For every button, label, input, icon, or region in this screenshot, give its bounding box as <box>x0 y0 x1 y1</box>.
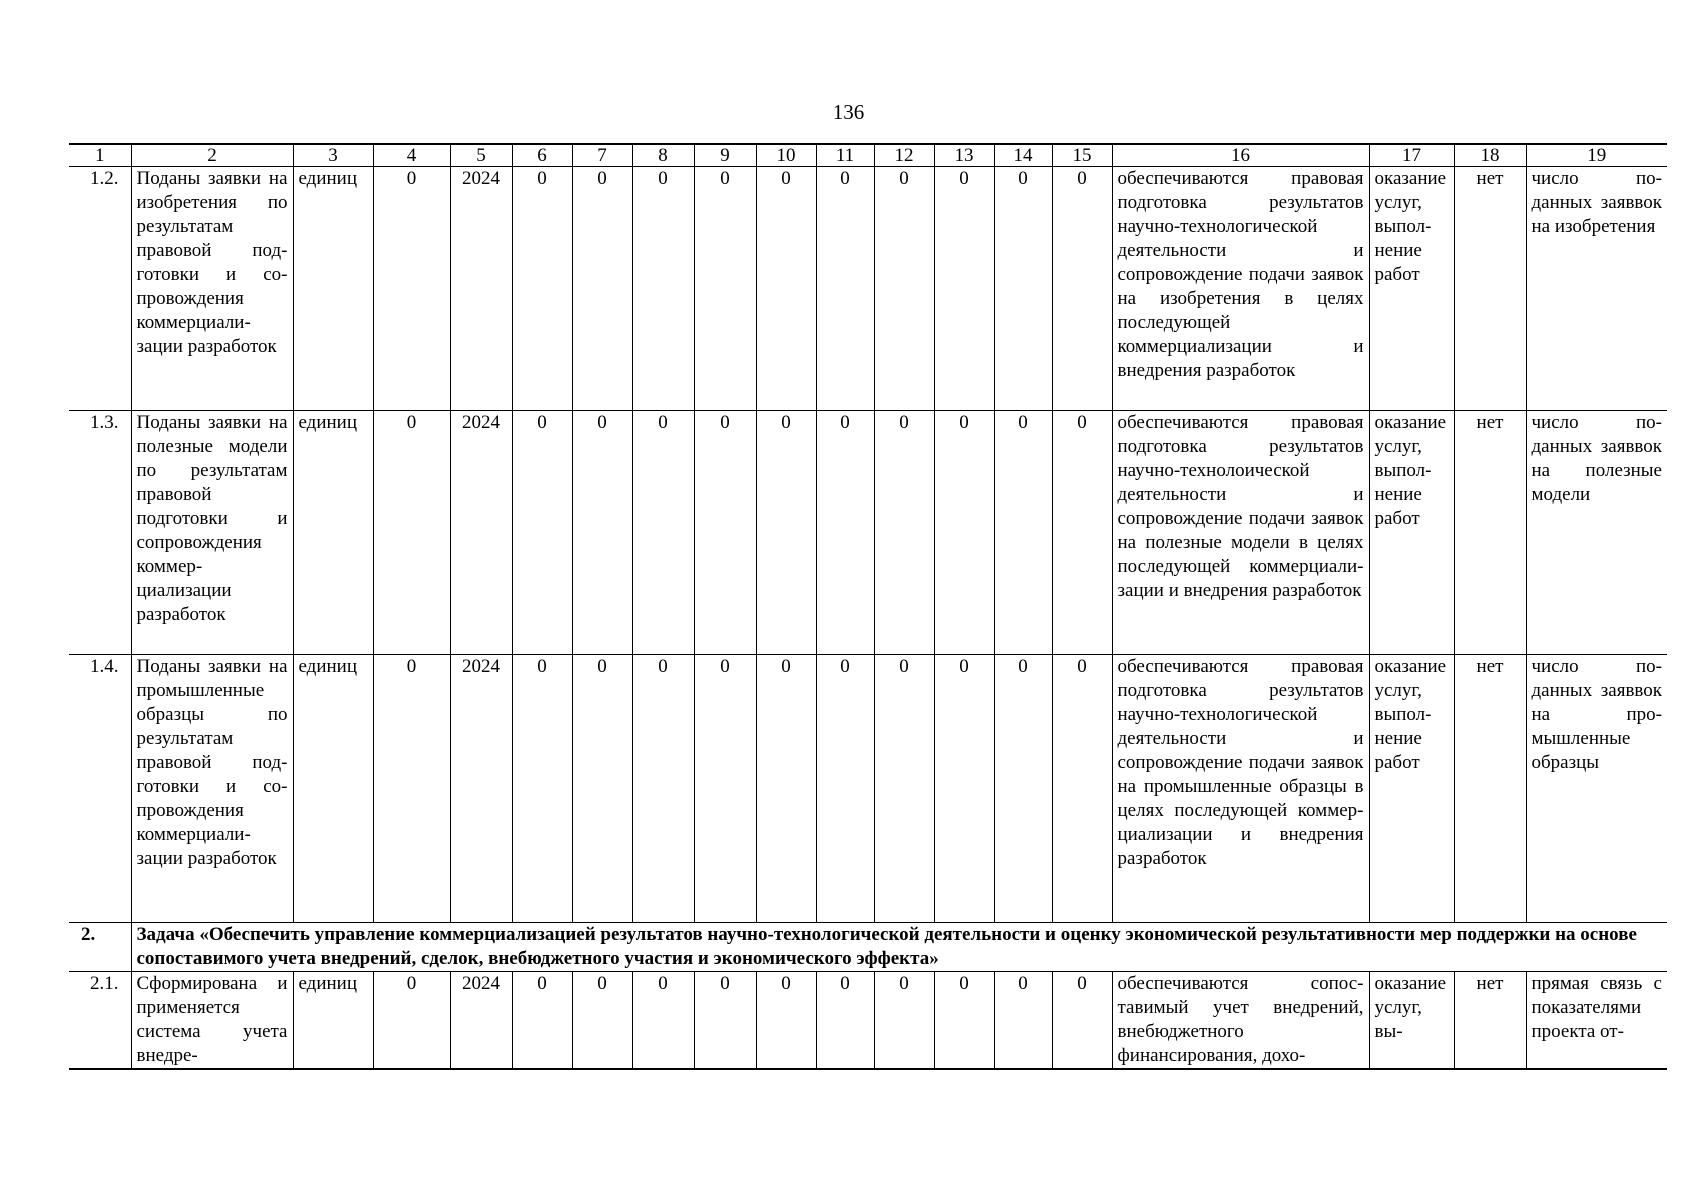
column-number: 18 <box>1454 144 1526 167</box>
value-cell: 0 <box>994 411 1052 655</box>
row-number: 1.4. <box>69 655 131 923</box>
value-cell: 0 <box>572 655 632 923</box>
value-cell: 0 <box>994 167 1052 411</box>
value-cell: 0 <box>632 972 694 1070</box>
row-number: 2.1. <box>69 972 131 1070</box>
description-cell: обеспечиваются правовая подготовка результатов научно-технологической деятельности и сопровождение подачи заявок на промышленные образцы в целях последующей коммерциализации и внедрения разработок <box>1112 655 1369 923</box>
column-number: 10 <box>756 144 816 167</box>
column-number: 16 <box>1112 144 1369 167</box>
base-value: 0 <box>373 411 450 655</box>
table-row <box>69 167 1667 411</box>
table-row <box>69 655 1667 923</box>
note-cell: число поданных заяввок на полезные модели <box>1526 411 1667 655</box>
column-number: 7 <box>572 144 632 167</box>
description-cell: обеспечиваются правовая подготовка результатов научно-технолоической деятельности и сопровождение подачи заявок на полезные модели в целях последующей коммерциализации и внедрения разработок <box>1112 411 1369 655</box>
task-title: Задача «Обеспечить управление коммерциализацией результатов научно-технологической деятельности и оценку экономической результативности мер поддержки на основе сопоставимого учета внедрений, сделок, внебюджетного участия и экономического эффекта» <box>131 923 1667 972</box>
flag-cell: нет <box>1454 655 1526 923</box>
value-cell: 0 <box>512 972 572 1070</box>
flag-cell: нет <box>1454 167 1526 411</box>
note-cell: число поданных заяввок на изобретения <box>1526 167 1667 411</box>
unit-cell: единиц <box>293 167 373 411</box>
note-cell: число поданных заяввок на промышленные образцы <box>1526 655 1667 923</box>
column-number-row <box>69 144 1667 167</box>
activity-type-cell: оказание услуг, выполнение работ <box>1369 655 1454 923</box>
value-cell: 0 <box>694 655 756 923</box>
value-cell: 0 <box>756 655 816 923</box>
value-cell: 0 <box>816 411 874 655</box>
value-cell: 0 <box>756 411 816 655</box>
base-value: 0 <box>373 655 450 923</box>
column-number: 12 <box>874 144 934 167</box>
value-cell: 0 <box>756 972 816 1070</box>
value-cell: 0 <box>816 167 874 411</box>
column-number: 13 <box>934 144 994 167</box>
description-cell: обеспечиваются сопоставимый учет внедрений, внебюджетного финансирования, дохо- <box>1112 972 1369 1070</box>
value-cell: 0 <box>816 655 874 923</box>
column-number: 5 <box>450 144 512 167</box>
value-cell: 0 <box>994 972 1052 1070</box>
value-cell: 0 <box>1052 972 1112 1070</box>
base-value: 0 <box>373 167 450 411</box>
value-cell: 0 <box>934 972 994 1070</box>
value-cell: 0 <box>874 972 934 1070</box>
unit-cell: единиц <box>293 655 373 923</box>
value-cell: 0 <box>934 167 994 411</box>
column-number: 11 <box>816 144 874 167</box>
value-cell: 0 <box>874 411 934 655</box>
activity-type-cell: оказание услуг, вы- <box>1369 972 1454 1070</box>
column-number: 1 <box>69 144 131 167</box>
column-number: 2 <box>131 144 293 167</box>
column-number: 8 <box>632 144 694 167</box>
indicator-name: Поданы заявки на полезные модели по результатам правовой подготовки и сопровождения коммерциализации разработок <box>131 411 293 655</box>
column-number: 15 <box>1052 144 1112 167</box>
base-value: 0 <box>373 972 450 1070</box>
value-cell: 0 <box>572 411 632 655</box>
table-row <box>69 411 1667 655</box>
description-cell: обеспечиваются правовая подготовка результатов научно-технологической деятельности и сопровождение подачи заявок на изобретения в целях последующей коммерциализации и внедрения разработок <box>1112 167 1369 411</box>
value-cell: 0 <box>874 655 934 923</box>
flag-cell: нет <box>1454 972 1526 1070</box>
indicator-name: Поданы заявки на изобретения по результатам правовой подготовки и сопровождения коммерциализации разработок <box>131 167 293 411</box>
value-cell: 0 <box>572 167 632 411</box>
value-cell: 0 <box>632 167 694 411</box>
task-number: 2. <box>69 923 131 972</box>
page-number: 136 <box>832 100 865 124</box>
value-cell: 0 <box>632 655 694 923</box>
value-cell: 0 <box>1052 655 1112 923</box>
value-cell: 0 <box>632 411 694 655</box>
column-number: 19 <box>1526 144 1667 167</box>
value-cell: 0 <box>572 972 632 1070</box>
base-year: 2024 <box>450 411 512 655</box>
value-cell: 0 <box>934 655 994 923</box>
indicators-table <box>69 143 1667 1070</box>
value-cell: 0 <box>816 972 874 1070</box>
unit-cell: единиц <box>293 411 373 655</box>
value-cell: 0 <box>874 167 934 411</box>
unit-cell: единиц <box>293 972 373 1070</box>
value-cell: 0 <box>1052 167 1112 411</box>
task-row <box>69 923 1667 972</box>
column-number: 4 <box>373 144 450 167</box>
value-cell: 0 <box>512 411 572 655</box>
value-cell: 0 <box>994 655 1052 923</box>
value-cell: 0 <box>694 167 756 411</box>
column-number: 3 <box>293 144 373 167</box>
base-year: 2024 <box>450 167 512 411</box>
base-year: 2024 <box>450 972 512 1070</box>
activity-type-cell: оказание услуг, выполнение работ <box>1369 411 1454 655</box>
column-number: 9 <box>694 144 756 167</box>
row-number: 1.2. <box>69 167 131 411</box>
column-number: 6 <box>512 144 572 167</box>
value-cell: 0 <box>1052 411 1112 655</box>
value-cell: 0 <box>694 411 756 655</box>
value-cell: 0 <box>934 411 994 655</box>
note-cell: прямая связь с показателями проекта от- <box>1526 972 1667 1070</box>
activity-type-cell: оказание услуг, выполнение работ <box>1369 167 1454 411</box>
base-year: 2024 <box>450 655 512 923</box>
value-cell: 0 <box>756 167 816 411</box>
value-cell: 0 <box>512 655 572 923</box>
indicator-name: Поданы заявки на промышленные образцы по результатам правовой подготовки и сопровождения коммерциализации разработок <box>131 655 293 923</box>
flag-cell: нет <box>1454 411 1526 655</box>
value-cell: 0 <box>694 972 756 1070</box>
column-number: 17 <box>1369 144 1454 167</box>
value-cell: 0 <box>512 167 572 411</box>
indicator-name: Сформирована и применяется система учета внедре- <box>131 972 293 1070</box>
table-row <box>69 972 1667 1070</box>
row-number: 1.3. <box>69 411 131 655</box>
column-number: 14 <box>994 144 1052 167</box>
